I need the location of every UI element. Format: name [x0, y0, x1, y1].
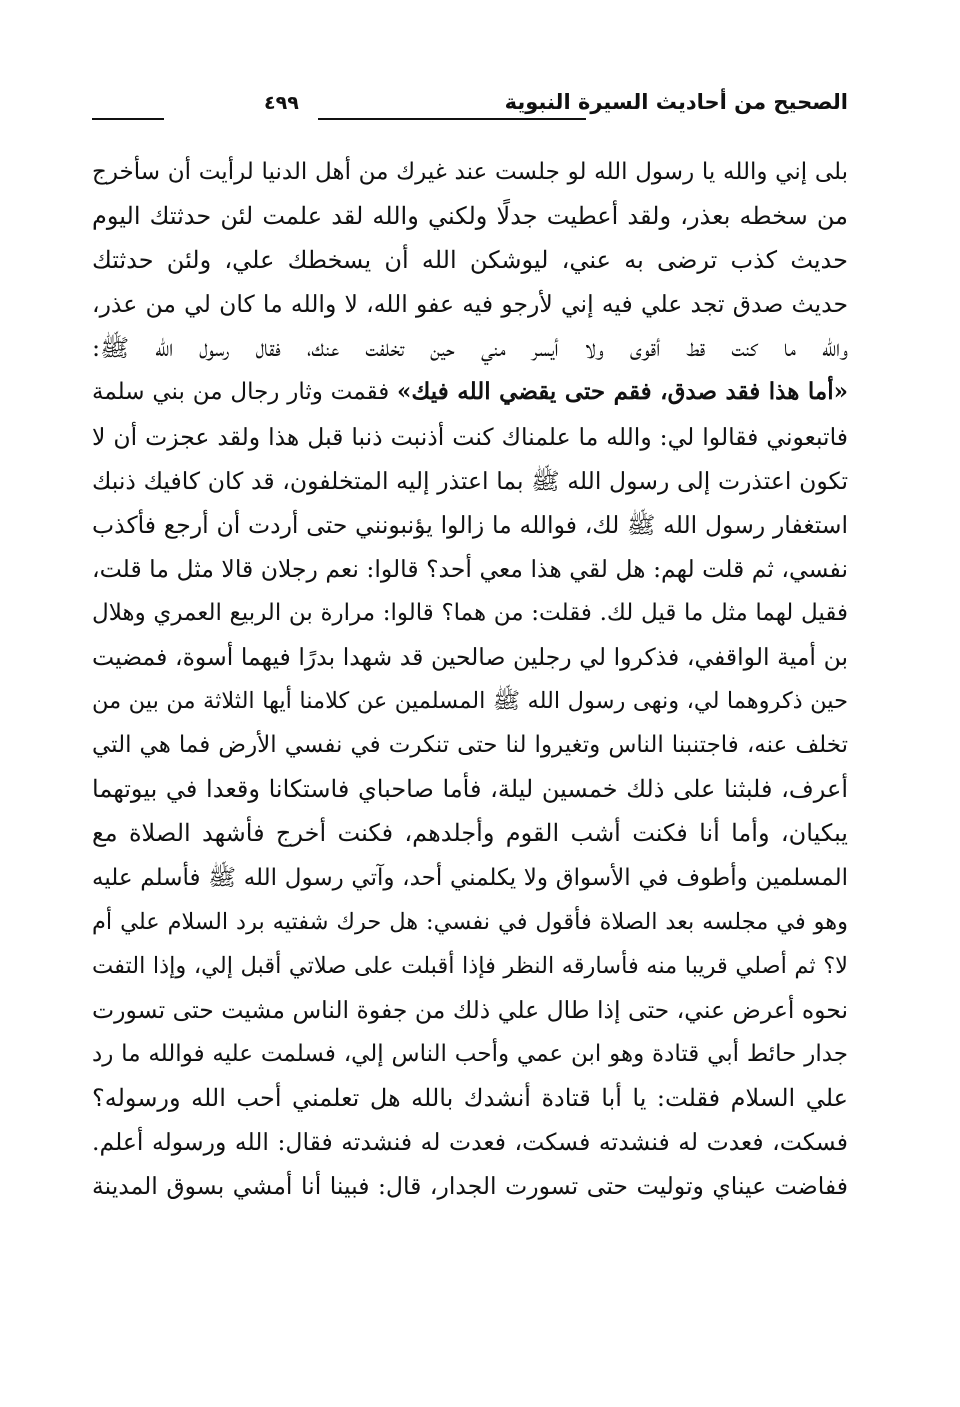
header-rule-short: [92, 118, 164, 120]
text-line: فسكت، فعدت له فنشدته فسكت، فعدت له فنشدته فقال: الله ورسوله أعلم.: [92, 1128, 848, 1157]
text-line: فقيل لهما مثل ما قيل لك. فقلت: من هما؟ قالوا: مرارة بن الربيع العمري وهلال: [92, 599, 848, 626]
text-line: ففاضت عيناي وتوليت حتى تسورت الجدار، قال: فبينا أنا أمشي بسوق المدينة: [92, 1172, 848, 1201]
text-line: تخلف عنه، فاجتنبنا الناس وتغيروا لنا حتى تنكرت في نفسي الأرض فما هي التي: [92, 732, 848, 759]
text-line: علي السلام فقلت: يا أبا قتادة أنشدك بالله هل تعلمني أحب الله ورسوله؟: [92, 1083, 848, 1112]
text-line: أعرف، فلبثنا على ذلك خمسين ليلة، فأما صاحباي فاستكانا وقعدا في بيوتهما: [92, 775, 848, 804]
text-line: فاتبعوني فقالوا لي: والله ما علمناك كنت أذنبت ذنبا قبل هذا ولقد عجزت أن لا: [92, 422, 848, 451]
text-line: حين ذكروهما لي، ونهى رسول الله ﷺ المسلمين عن كلامنا أيها الثلاثة من بين من: [92, 688, 848, 715]
text-line: وهو في مجلسه بعد الصلاة فأقول في نفسي: هل حرك شفتيه برد السلام علي أم: [92, 908, 848, 935]
text-line: نحوه أعرض عني، حتى إذا طال علي ذلك من جفوة الناس مشيت حتى تسورت: [92, 995, 848, 1024]
header-rule: [318, 118, 586, 120]
text-line: استغفار رسول الله ﷺ لك، فوالله ما زالوا يؤنبونني حتى أردت أن أرجع فأكذب: [92, 510, 848, 539]
text-line: بلى إني والله يا رسول الله لو جلست عند غيرك من أهل الدنيا لرأيت أن سأخرج: [92, 159, 848, 185]
text-line: يبكيان، وأما أنا فكنت أشب القوم وأجلدهم، فكنت أخرج فأشهد الصلاة مع: [92, 819, 848, 848]
text-line: حديث كذب ترضى به عني، ليوشكن الله أن يسخطك علي، ولئن حدثتك: [92, 246, 848, 275]
text-line: تكون اعتذرت إلى رسول الله ﷺ بما اعتذر إليه المتخلفون، قد كان كافيك ذنبك: [92, 466, 848, 495]
text-line: جدار حائط أبي قتادة وهو ابن عمي وأحب الناس إلي، فسلمت عليه فوالله ما رد: [92, 1040, 848, 1067]
text-line: لا؟ ثم أصلي قريبا منه فأسارقه النظر فإذا أقبلت على صلاتي أقبل إلي، وإذا التفت: [92, 952, 848, 979]
text-line: المسلمين وأطوف في الأسواق ولا يكلمني أحد، وآتي رسول الله ﷺ فأسلم عليه: [92, 864, 848, 891]
text-line-with-quote: [92, 370, 848, 414]
text-line-rest: فقمت وثار رجال من بني سلمة: [92, 379, 398, 406]
running-title: الصحيح من أحاديث السيرة النبوية: [504, 90, 848, 114]
page-number: ٤٩٩: [264, 92, 299, 114]
prophet-quote: «أما هذا فقد صدق، فقم حتى يقضي الله فيك»: [397, 378, 848, 406]
text-line: حديث صدق تجد علي فيه إني لأرجو فيه عفو الله، لا والله ما كان لي من عذر،: [92, 290, 848, 319]
body-text: [92, 150, 848, 1208]
page-header: [92, 84, 848, 128]
text-line: بن أمية الواقفي، فذكروا لي رجلين صالحين قد شهدا بدرًا فيهما أسوة، فمضيت: [92, 643, 848, 672]
text-line: من سخطه بعذر، ولقد أعطيت جدلًا ولكني والله لقد علمت لئن حدثتك اليوم: [92, 202, 848, 231]
text-line: نفسي، ثم قلت لهم: هل لقي هذا معي أحد؟ قالوا: نعم رجلان قالا مثل ما قلت،: [92, 554, 848, 583]
text-line: والله ما كنت قط أقوى ولا أيسر مني حين تخلفت عنك، فقال رسول الله ﷺ:: [92, 334, 848, 363]
